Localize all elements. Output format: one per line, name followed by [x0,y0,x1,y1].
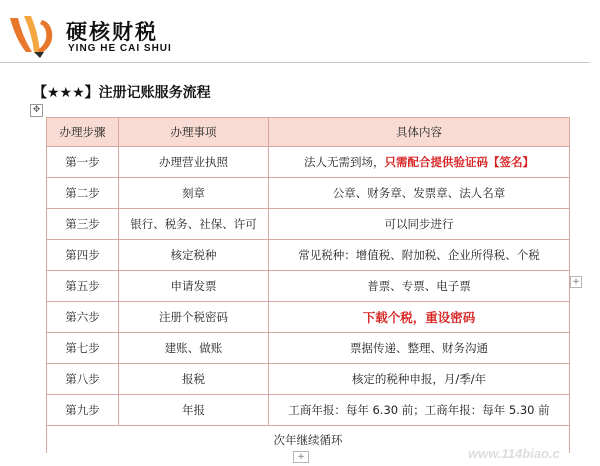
item-cell: 刻章 [119,178,269,209]
detail-cell: 票据传递、整理、财务沟通 [269,333,570,364]
table-row [47,302,570,333]
detail-cell: 可以同步进行 [269,209,570,240]
add-column-button[interactable]: + [570,276,582,288]
detail-cell: 公章、财务章、发票章、法人名章 [269,178,570,209]
header-divider [0,62,590,63]
table-row [47,178,570,209]
detail-highlight: 下载个税，重设密码 [362,310,476,325]
table-row [47,333,570,364]
item-cell: 核定税种 [119,240,269,271]
detail-cell: 核定的税种申报，月/季/年 [269,364,570,395]
table-row [47,364,570,395]
service-flow-table [46,117,570,453]
table-row [47,240,570,271]
document-title: 【★★★】注册记账服务流程 [33,85,211,101]
detail-cell [269,302,570,333]
table-row [47,271,570,302]
item-cell: 建账、做账 [119,333,269,364]
table-header-row [47,118,570,147]
step-cell: 第三步 [47,209,119,240]
detail-cell [269,147,570,178]
detail-text: 法人无需到场， [304,155,385,169]
table-row [47,147,570,178]
table-row [47,395,570,426]
step-cell: 第七步 [47,333,119,364]
step-cell: 第一步 [47,147,119,178]
item-cell: 办理营业执照 [119,147,269,178]
step-cell: 第六步 [47,302,119,333]
footer-cell: 次年继续循环 [47,426,570,454]
step-cell: 第九步 [47,395,119,426]
item-cell: 银行、税务、社保、许可 [119,209,269,240]
item-cell: 报税 [119,364,269,395]
header-step: 办理步骤 [47,118,119,147]
detail-cell: 普票、专票、电子票 [269,271,570,302]
detail-cell: 常见税种：增值税、附加税、企业所得税、个税 [269,240,570,271]
step-cell: 第五步 [47,271,119,302]
step-cell: 第二步 [47,178,119,209]
step-cell: 第八步 [47,364,119,395]
table-row [47,209,570,240]
item-cell: 年报 [119,395,269,426]
detail-cell: 工商年报：每年 6.30 前；工商年报：每年 5.30 前 [269,395,570,426]
brand-name-cn: 硬核财税 [66,19,158,44]
move-cross-icon[interactable]: ✥ [30,104,43,117]
detail-highlight: 只需配合提供验证码【签名】 [384,155,534,169]
item-cell: 申请发票 [119,271,269,302]
header-detail: 具体内容 [269,118,570,147]
brand-name-en: YING HE CAI SHUI [68,43,172,54]
item-cell: 注册个税密码 [119,302,269,333]
header-item: 办理事项 [119,118,269,147]
add-row-button[interactable]: + [293,451,309,463]
yh-logo-icon [4,12,66,60]
watermark: www.114biao.c [468,446,560,461]
step-cell: 第四步 [47,240,119,271]
